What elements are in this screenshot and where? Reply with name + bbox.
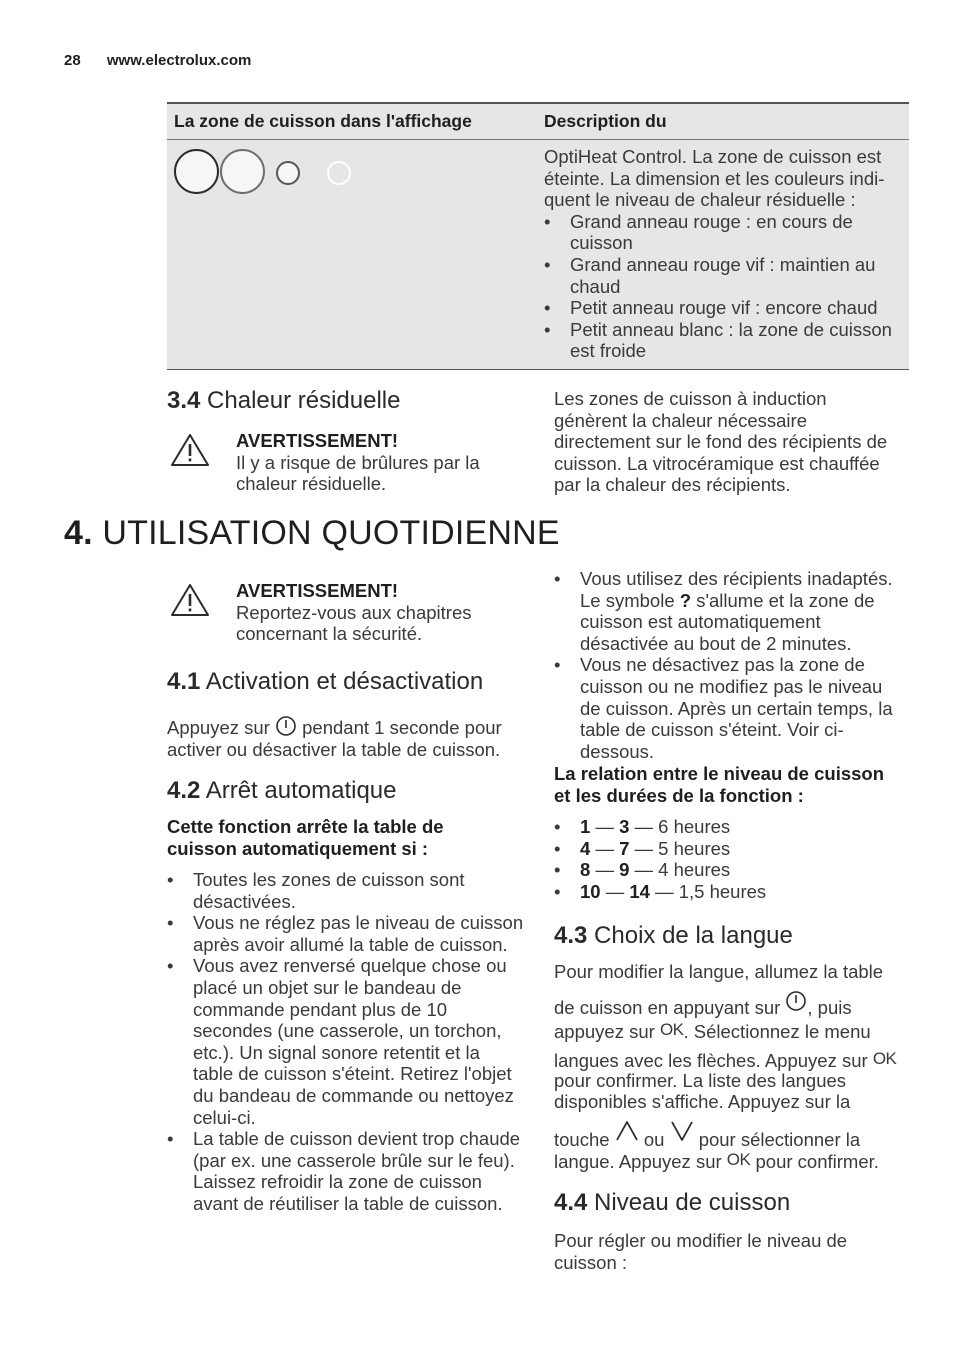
list-item: • Grand anneau rouge vif : maintien au chaud — [544, 254, 904, 297]
cooking-zone-ring-icon — [220, 149, 265, 194]
description-list — [544, 211, 904, 362]
auto-off-lead: Cette fonction arrête la table de cuisson automatiquement si : — [167, 816, 444, 859]
table-bottom-rule — [167, 369, 909, 370]
list-item: • Vous utilisez des récipients inadaptés. Le symbole ? s'allume et la zone de cuisson est automatiquement désactivée au bout de 2 minutes. — [554, 568, 904, 654]
warning-text: Reportez-vous aux chapitres concernant la sécurité. — [236, 601, 472, 645]
list-item: • Vous ne désactivez pas la zone de cuisson ou ne modifiez pas le niveau de cuisson. Après un certain temps, la table de cuisson s'éteint. Voir ci-dessous. — [554, 654, 904, 762]
cooking-zone-ring-icon — [327, 161, 351, 185]
section-4-3-title: 4.3 Choix de la langue — [554, 922, 793, 949]
language-paragraph-body: pour confirmer. La liste des langues disponibles s'affiche. Appuyez sur la — [554, 1069, 851, 1113]
list-item: • 1 — 3 — 6 heures — [554, 816, 904, 838]
arrow-up-icon — [615, 1120, 639, 1142]
language-paragraph: Pour modifier la langue, allumez la table de cuisson en appuyant sur , puis appuyez sur OK. Sélectionnez le menu langues avec les flèches. Appuyez sur OK pour confirmer. La liste des langues disponibles s'affiche. Appuyez sur la touche ou pour sélectionner la langue. Appuyez sur OK pour confirmer. — [554, 961, 914, 1178]
auto-off-list — [167, 869, 525, 1215]
section-4-2-title: 4.2 Arrêt automatique — [167, 777, 397, 804]
description-intro: OptiHeat Control. La zone de cuisson est éteinte. La dimension et les couleurs indi-quent le niveau de chaleur résiduelle : — [544, 146, 885, 211]
ok-key-symbol: OK — [872, 1049, 897, 1068]
heat-level-paragraph: Pour régler ou modifier le niveau de cuisson : — [554, 1230, 848, 1273]
list-item: • 8 — 9 — 4 heures — [554, 859, 904, 881]
list-item: • Petit anneau rouge vif : encore chaud — [544, 297, 904, 319]
power-icon — [275, 715, 297, 737]
auto-off-list-continued — [554, 568, 904, 762]
section-3-4-title: 3.4 Chaleur résiduelle — [167, 387, 401, 414]
warning-triangle-icon — [170, 432, 210, 468]
table-header-col2: Description du — [544, 111, 667, 131]
activation-paragraph: Appuyez sur pendant 1 seconde pour activer ou désactiver la table de cuisson. — [167, 717, 502, 760]
cooking-zone-ring-icon — [276, 161, 300, 185]
table-body-row — [167, 140, 909, 369]
list-item: • Vous avez renversé quelque chose ou placé un objet sur le bandeau de commande pendant plus de 10 secondes (une casserole, un torchon, etc.). Un signal sonore retentit et la table de cuisson s'éteint. Retirez l'objet du bandeau de commande ou nettoyez celui-ci. — [167, 955, 525, 1128]
table-header-row — [167, 104, 909, 140]
list-item: • La table de cuisson devient trop chaude (par ex. une casserole brûle sur le feu). Laissez refroidir la zone de cuisson avant de réutiliser la table de cuisson. — [167, 1128, 525, 1214]
list-item: • Petit anneau blanc : la zone de cuisson est froide — [544, 319, 904, 362]
warning-triangle-icon — [170, 582, 210, 618]
unsuitable-pan-symbol: ? — [679, 589, 692, 611]
cooking-zone-ring-icon — [174, 149, 219, 194]
ok-key-symbol: OK — [659, 1020, 684, 1039]
relation-title: La relation entre le niveau de cuisson et les durées de la fonction : — [554, 763, 885, 806]
table-description — [544, 146, 904, 362]
list-item: • 10 — 14 — 1,5 heures — [554, 881, 904, 903]
table-header-col1: La zone de cuisson dans l'affichage — [174, 111, 472, 131]
power-icon — [785, 990, 807, 1012]
warning-residual-heat — [236, 430, 516, 495]
warning-title: AVERTISSEMENT! — [236, 580, 399, 601]
list-item: • Grand anneau rouge : en cours de cuisson — [544, 211, 904, 254]
website-url: www.electrolux.com — [106, 52, 252, 69]
section-4-1-title: 4.1 Activation et désactivation — [167, 668, 484, 695]
list-item: • Toutes les zones de cuisson sont désactivées. — [167, 869, 525, 912]
warning-title: AVERTISSEMENT! — [236, 430, 399, 451]
residual-heat-table — [167, 102, 909, 370]
heat-level-duration-list — [554, 816, 904, 902]
warning-safety — [236, 580, 516, 645]
list-item: • 4 — 7 — 5 heures — [554, 838, 904, 860]
chapter-title: 4. UTILISATION QUOTIDIENNE — [64, 514, 560, 552]
list-item: • Vous ne réglez pas le niveau de cuisson après avoir allumé la table de cuisson. — [167, 912, 525, 955]
section-4-4-title: 4.4 Niveau de cuisson — [554, 1189, 791, 1216]
page-number: 28 — [64, 52, 81, 69]
induction-paragraph: Les zones de cuisson à induction génèrent la chaleur nécessaire directement sur le fond des récipients de cuisson. La vitrocéramique est chauffée par la chaleur des récipients. — [554, 388, 888, 496]
arrow-down-icon — [670, 1120, 694, 1142]
page-header — [64, 50, 251, 72]
warning-text: Il y a risque de brûlures par la chaleur résiduelle. — [236, 451, 480, 495]
ok-key-symbol: OK — [726, 1149, 751, 1169]
